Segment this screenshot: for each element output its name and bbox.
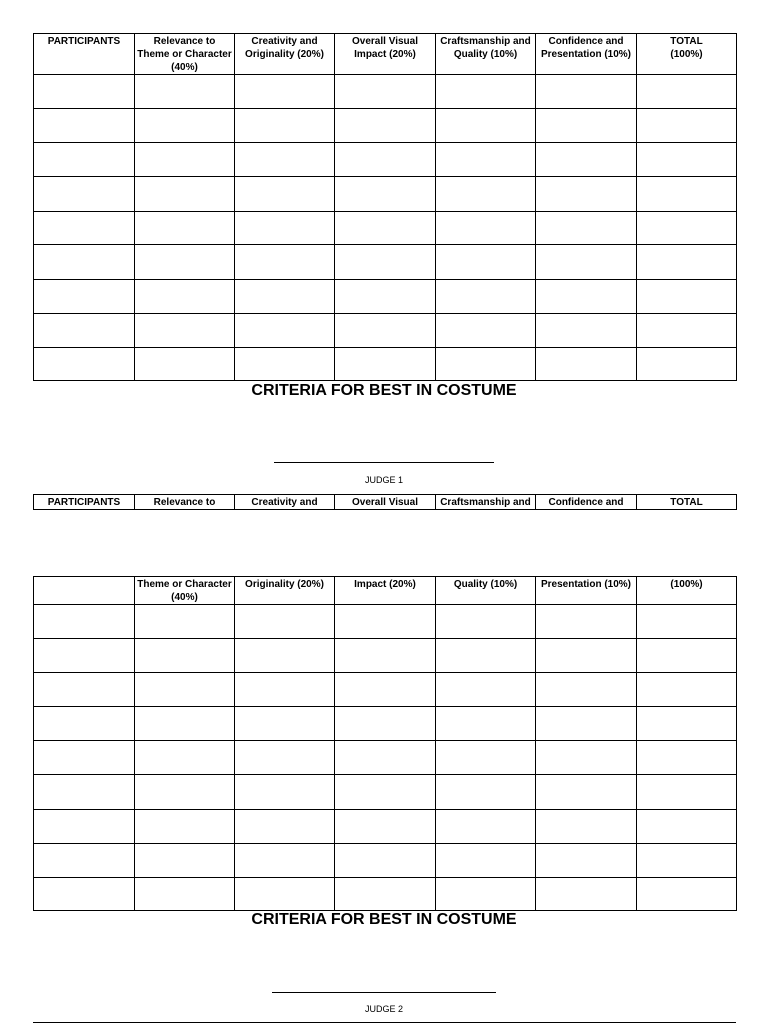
participant-cell[interactable] <box>34 280 135 314</box>
creativity-cell[interactable] <box>235 348 335 381</box>
participant-cell[interactable] <box>34 348 135 381</box>
relevance-cell[interactable] <box>135 639 235 673</box>
confidence-cell[interactable] <box>536 844 637 878</box>
confidence-cell[interactable] <box>536 280 637 314</box>
craftsmanship-cell[interactable] <box>436 639 536 673</box>
visual-impact-cell[interactable] <box>335 177 436 212</box>
participant-cell[interactable] <box>34 810 135 844</box>
craftsmanship-cell[interactable] <box>436 878 536 911</box>
participant-cell[interactable] <box>34 109 135 143</box>
relevance-cell[interactable] <box>135 245 235 280</box>
participant-cell[interactable] <box>34 844 135 878</box>
relevance-cell[interactable] <box>135 75 235 109</box>
table-row <box>34 212 737 245</box>
confidence-cell[interactable] <box>536 707 637 741</box>
header-total: TOTAL <box>637 495 737 510</box>
participant-cell[interactable] <box>34 878 135 911</box>
total-cell[interactable] <box>637 280 737 314</box>
header-creativity: Creativity and Originality (20%) <box>235 34 335 75</box>
participant-cell[interactable] <box>34 741 135 775</box>
participant-cell[interactable] <box>34 639 135 673</box>
relevance-cell[interactable] <box>135 143 235 177</box>
relevance-cell[interactable] <box>135 605 235 639</box>
participant-cell[interactable] <box>34 245 135 280</box>
total-cell[interactable] <box>637 707 737 741</box>
header-total: TOTAL (100%) <box>637 34 737 75</box>
total-cell[interactable] <box>637 143 737 177</box>
craftsmanship-cell[interactable] <box>436 844 536 878</box>
confidence-cell[interactable] <box>536 605 637 639</box>
table-row <box>34 348 737 381</box>
creativity-cell[interactable] <box>235 639 335 673</box>
header-visual-impact: Overall Visual Impact (20%) <box>335 34 436 75</box>
creativity-cell[interactable] <box>235 878 335 911</box>
visual-impact-cell[interactable] <box>335 707 436 741</box>
relevance-cell[interactable] <box>135 775 235 810</box>
table-row <box>34 878 737 911</box>
table-row <box>34 775 737 810</box>
header-relevance: Relevance to <box>135 495 235 510</box>
score-rows <box>34 605 737 911</box>
relevance-cell[interactable] <box>135 673 235 707</box>
table-row <box>34 741 737 775</box>
creativity-cell[interactable] <box>235 673 335 707</box>
confidence-cell[interactable] <box>536 878 637 911</box>
craftsmanship-cell[interactable] <box>436 212 536 245</box>
craftsmanship-cell[interactable] <box>436 673 536 707</box>
visual-impact-cell[interactable] <box>335 844 436 878</box>
relevance-cell[interactable] <box>135 844 235 878</box>
header-craftsmanship-cont: Quality (10%) <box>436 577 536 605</box>
header-participants: PARTICIPANTS <box>34 34 135 75</box>
table-row <box>34 280 737 314</box>
relevance-cell[interactable] <box>135 741 235 775</box>
total-cell[interactable] <box>637 844 737 878</box>
signature-line-judge-2 <box>272 992 496 993</box>
craftsmanship-cell[interactable] <box>436 605 536 639</box>
creativity-cell[interactable] <box>235 75 335 109</box>
header-participants-cont <box>34 577 135 605</box>
confidence-cell[interactable] <box>536 639 637 673</box>
participant-cell[interactable] <box>34 177 135 212</box>
total-cell[interactable] <box>637 75 737 109</box>
total-cell[interactable] <box>637 639 737 673</box>
craftsmanship-cell[interactable] <box>436 143 536 177</box>
table-row <box>34 707 737 741</box>
header-visual-impact: Overall Visual <box>335 495 436 510</box>
creativity-cell[interactable] <box>235 605 335 639</box>
total-cell[interactable] <box>637 878 737 911</box>
participant-cell[interactable] <box>34 673 135 707</box>
creativity-cell[interactable] <box>235 775 335 810</box>
visual-impact-cell[interactable] <box>335 75 436 109</box>
visual-impact-cell[interactable] <box>335 212 436 245</box>
participant-cell[interactable] <box>34 143 135 177</box>
total-cell[interactable] <box>637 348 737 381</box>
total-cell[interactable] <box>637 314 737 348</box>
creativity-cell[interactable] <box>235 707 335 741</box>
relevance-cell[interactable] <box>135 707 235 741</box>
visual-impact-cell[interactable] <box>335 314 436 348</box>
participant-cell[interactable] <box>34 212 135 245</box>
relevance-cell[interactable] <box>135 109 235 143</box>
creativity-cell[interactable] <box>235 844 335 878</box>
relevance-cell[interactable] <box>135 212 235 245</box>
confidence-cell[interactable] <box>536 673 637 707</box>
total-cell[interactable] <box>637 775 737 810</box>
visual-impact-cell[interactable] <box>335 109 436 143</box>
header-confidence: Confidence and Presentation (10%) <box>536 34 637 75</box>
confidence-cell[interactable] <box>536 212 637 245</box>
craftsmanship-cell[interactable] <box>436 348 536 381</box>
table-row <box>34 314 737 348</box>
relevance-cell[interactable] <box>135 177 235 212</box>
total-cell[interactable] <box>637 109 737 143</box>
craftsmanship-cell[interactable] <box>436 810 536 844</box>
score-table-judge-2 <box>33 576 737 911</box>
relevance-cell[interactable] <box>135 280 235 314</box>
visual-impact-cell[interactable] <box>335 245 436 280</box>
confidence-cell[interactable] <box>536 143 637 177</box>
creativity-cell[interactable] <box>235 280 335 314</box>
total-cell[interactable] <box>637 810 737 844</box>
participant-cell[interactable] <box>34 707 135 741</box>
craftsmanship-cell[interactable] <box>436 75 536 109</box>
score-rows <box>34 75 737 381</box>
craftsmanship-cell[interactable] <box>436 314 536 348</box>
header-craftsmanship: Craftsmanship and Quality (10%) <box>436 34 536 75</box>
creativity-cell[interactable] <box>235 143 335 177</box>
participant-cell[interactable] <box>34 775 135 810</box>
visual-impact-cell[interactable] <box>335 348 436 381</box>
participant-cell[interactable] <box>34 75 135 109</box>
visual-impact-cell[interactable] <box>335 673 436 707</box>
creativity-cell[interactable] <box>235 245 335 280</box>
confidence-cell[interactable] <box>536 177 637 212</box>
confidence-cell[interactable] <box>536 314 637 348</box>
craftsmanship-cell[interactable] <box>436 177 536 212</box>
header-creativity-cont: Originality (20%) <box>235 577 335 605</box>
confidence-cell[interactable] <box>536 109 637 143</box>
creativity-cell[interactable] <box>235 314 335 348</box>
header-confidence-cont: Presentation (10%) <box>536 577 637 605</box>
visual-impact-cell[interactable] <box>335 280 436 314</box>
table-row <box>34 245 737 280</box>
craftsmanship-cell[interactable] <box>436 741 536 775</box>
creativity-cell[interactable] <box>235 810 335 844</box>
total-cell[interactable] <box>637 212 737 245</box>
table-row <box>34 143 737 177</box>
relevance-cell[interactable] <box>135 878 235 911</box>
craftsmanship-cell[interactable] <box>436 775 536 810</box>
table-row <box>34 177 737 212</box>
signature-line-judge-1 <box>274 462 494 463</box>
table-row <box>34 605 737 639</box>
visual-impact-cell[interactable] <box>335 639 436 673</box>
total-cell[interactable] <box>637 177 737 212</box>
header-total-cont: (100%) <box>637 577 737 605</box>
craftsmanship-cell[interactable] <box>436 245 536 280</box>
participant-cell[interactable] <box>34 605 135 639</box>
confidence-cell[interactable] <box>536 75 637 109</box>
confidence-cell[interactable] <box>536 348 637 381</box>
criteria-title: CRITERIA FOR BEST IN COSTUME <box>251 911 517 928</box>
header-creativity: Creativity and <box>235 495 335 510</box>
table-row <box>34 109 737 143</box>
relevance-cell[interactable] <box>135 348 235 381</box>
creativity-cell[interactable] <box>235 212 335 245</box>
score-table-judge-1 <box>33 33 737 381</box>
craftsmanship-cell[interactable] <box>436 707 536 741</box>
relevance-cell[interactable] <box>135 314 235 348</box>
creativity-cell[interactable] <box>235 109 335 143</box>
relevance-cell[interactable] <box>135 810 235 844</box>
table-row <box>34 639 737 673</box>
visual-impact-cell[interactable] <box>335 775 436 810</box>
creativity-cell[interactable] <box>235 741 335 775</box>
craftsmanship-cell[interactable] <box>436 280 536 314</box>
criteria-title: CRITERIA FOR BEST IN COSTUME <box>251 382 517 399</box>
visual-impact-cell[interactable] <box>335 878 436 911</box>
table-row <box>34 673 737 707</box>
header-participants: PARTICIPANTS <box>34 495 135 510</box>
header-craftsmanship: Craftsmanship and <box>436 495 536 510</box>
visual-impact-cell[interactable] <box>335 741 436 775</box>
creativity-cell[interactable] <box>235 177 335 212</box>
confidence-cell[interactable] <box>536 741 637 775</box>
total-cell[interactable] <box>637 673 737 707</box>
visual-impact-cell[interactable] <box>335 605 436 639</box>
header-visual-impact-cont: Impact (20%) <box>335 577 436 605</box>
total-cell[interactable] <box>637 605 737 639</box>
total-cell[interactable] <box>637 245 737 280</box>
craftsmanship-cell[interactable] <box>436 109 536 143</box>
header-relevance-cont: Theme or Character (40%) <box>135 577 235 605</box>
confidence-cell[interactable] <box>536 245 637 280</box>
total-cell[interactable] <box>637 741 737 775</box>
table-row <box>34 844 737 878</box>
visual-impact-cell[interactable] <box>335 143 436 177</box>
confidence-cell[interactable] <box>536 810 637 844</box>
participant-cell[interactable] <box>34 314 135 348</box>
judge-label-1: JUDGE 1 <box>364 475 403 485</box>
judge-label-2: JUDGE 2 <box>364 1004 403 1014</box>
table-row <box>34 75 737 109</box>
visual-impact-cell[interactable] <box>335 810 436 844</box>
score-table-judge-2-header <box>33 494 737 510</box>
table-row <box>34 810 737 844</box>
header-relevance: Relevance to Theme or Character (40%) <box>135 34 235 75</box>
page-bottom-rule <box>33 1022 736 1023</box>
confidence-cell[interactable] <box>536 775 637 810</box>
header-confidence: Confidence and <box>536 495 637 510</box>
